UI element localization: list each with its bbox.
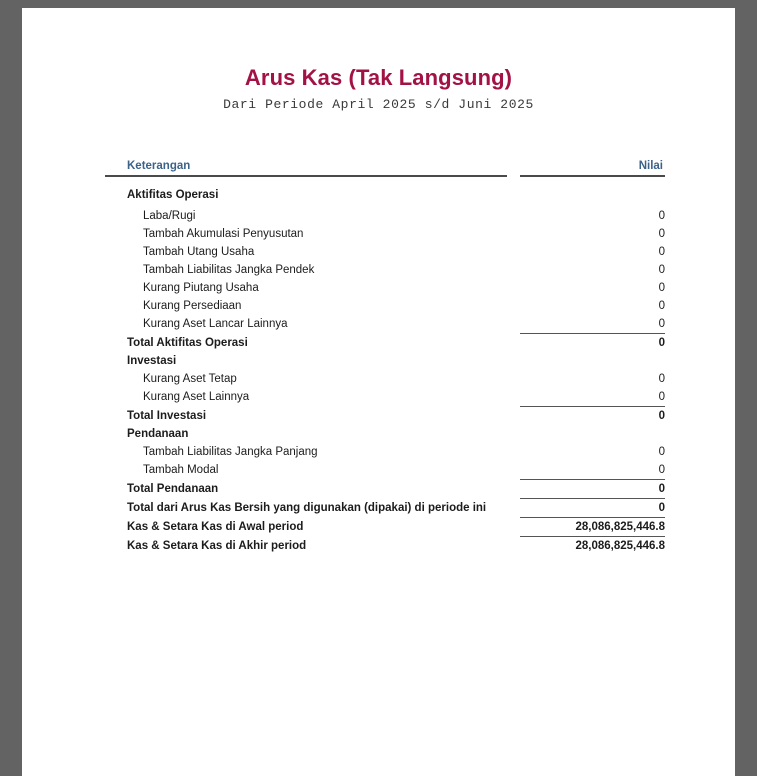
row-value: 0 (658, 264, 665, 276)
table-row (105, 443, 665, 461)
row-value: 0 (520, 334, 665, 353)
row-spacer (507, 443, 520, 461)
row-spacer (507, 537, 520, 556)
row-value: 0 (658, 282, 665, 294)
table-row (105, 537, 665, 556)
cash-flow-table (105, 160, 665, 555)
table-row (105, 388, 665, 407)
row-label: Total Aktifitas Operasi (127, 336, 248, 349)
row-label: Kas & Setara Kas di Akhir period (127, 539, 307, 552)
row-spacer (507, 334, 520, 353)
row-value (520, 352, 665, 370)
table-row (105, 407, 665, 426)
row-value: 28,086,825,446.8 (520, 518, 665, 537)
row-value: 0 (658, 318, 665, 330)
cash-flow-statement (105, 160, 665, 555)
row-label: Kurang Piutang Usaha (143, 282, 259, 294)
row-spacer (507, 388, 520, 407)
page-title: Arus Kas (Tak Langsung) (244, 65, 513, 90)
table-row (105, 243, 665, 261)
row-value: 0 (520, 480, 665, 499)
row-spacer (507, 370, 520, 388)
row-spacer (507, 243, 520, 261)
row-label: Total Investasi (127, 409, 207, 422)
row-spacer (507, 407, 520, 426)
table-row (105, 352, 665, 370)
table-row (105, 480, 665, 499)
row-label: Kurang Aset Lancar Lainnya (143, 318, 288, 331)
row-value: 28,086,825,446.8 (520, 537, 665, 556)
row-label: Pendanaan (127, 428, 189, 440)
row-value: 0 (520, 407, 665, 426)
row-label: Aktifitas Operasi (127, 189, 219, 201)
row-label: Tambah Utang Usaha (143, 246, 255, 258)
row-spacer (507, 207, 520, 225)
row-spacer (507, 315, 520, 334)
row-value: 0 (658, 373, 665, 385)
row-value: 0 (658, 210, 665, 222)
row-label: Tambah Liabilitas Jangka Pendek (143, 264, 315, 276)
row-value: 0 (520, 499, 665, 518)
table-row (105, 225, 665, 243)
table-row (105, 518, 665, 537)
report-page (22, 8, 735, 776)
row-label: Investasi (127, 355, 177, 367)
row-label: Kurang Aset Tetap (143, 373, 237, 385)
row-spacer (507, 518, 520, 537)
row-label: Kurang Aset Lainnya (143, 391, 250, 404)
row-label: Tambah Liabilitas Jangka Panjang (143, 446, 318, 458)
row-value: 0 (658, 391, 665, 403)
row-spacer (507, 352, 520, 370)
table-row (105, 499, 665, 518)
table-row (105, 370, 665, 388)
row-spacer (507, 499, 520, 518)
row-value (520, 425, 665, 443)
row-label: Kas & Setara Kas di Awal period (127, 521, 304, 533)
table-header-row (105, 160, 665, 176)
row-label: Kurang Persediaan (143, 300, 242, 312)
row-value (520, 176, 665, 207)
row-spacer (507, 261, 520, 279)
table-row (105, 261, 665, 279)
row-spacer (507, 176, 520, 207)
row-label: Tambah Modal (143, 464, 219, 477)
table-row (105, 207, 665, 225)
table-row (105, 425, 665, 443)
table-row (105, 279, 665, 297)
row-value: 0 (658, 300, 665, 312)
row-value: 0 (658, 464, 665, 476)
row-value: 0 (658, 446, 665, 458)
row-spacer (507, 425, 520, 443)
table-row (105, 461, 665, 480)
row-label: Total dari Arus Kas Bersih yang digunakan (dipakai) di periode ini (127, 502, 487, 514)
row-spacer (507, 225, 520, 243)
column-header-keterangan: Keterangan (105, 160, 507, 176)
column-header-spacer (507, 160, 520, 176)
row-value: 0 (658, 246, 665, 258)
column-header-nilai: Nilai (520, 160, 665, 176)
row-spacer (507, 297, 520, 315)
row-label: Laba/Rugi (143, 210, 196, 222)
table-row (105, 334, 665, 353)
row-value: 0 (658, 228, 665, 240)
row-spacer (507, 279, 520, 297)
row-label: Total Pendanaan (127, 483, 219, 495)
table-row (105, 315, 665, 334)
row-label: Tambah Akumulasi Penyusutan (143, 228, 304, 240)
cash-flow-table-body (105, 176, 665, 555)
table-row (105, 297, 665, 315)
table-row (105, 176, 665, 207)
report-period-subtitle: Dari Periode April 2025 s/d Juni 2025 (223, 97, 534, 112)
row-spacer (507, 480, 520, 499)
row-spacer (507, 461, 520, 480)
